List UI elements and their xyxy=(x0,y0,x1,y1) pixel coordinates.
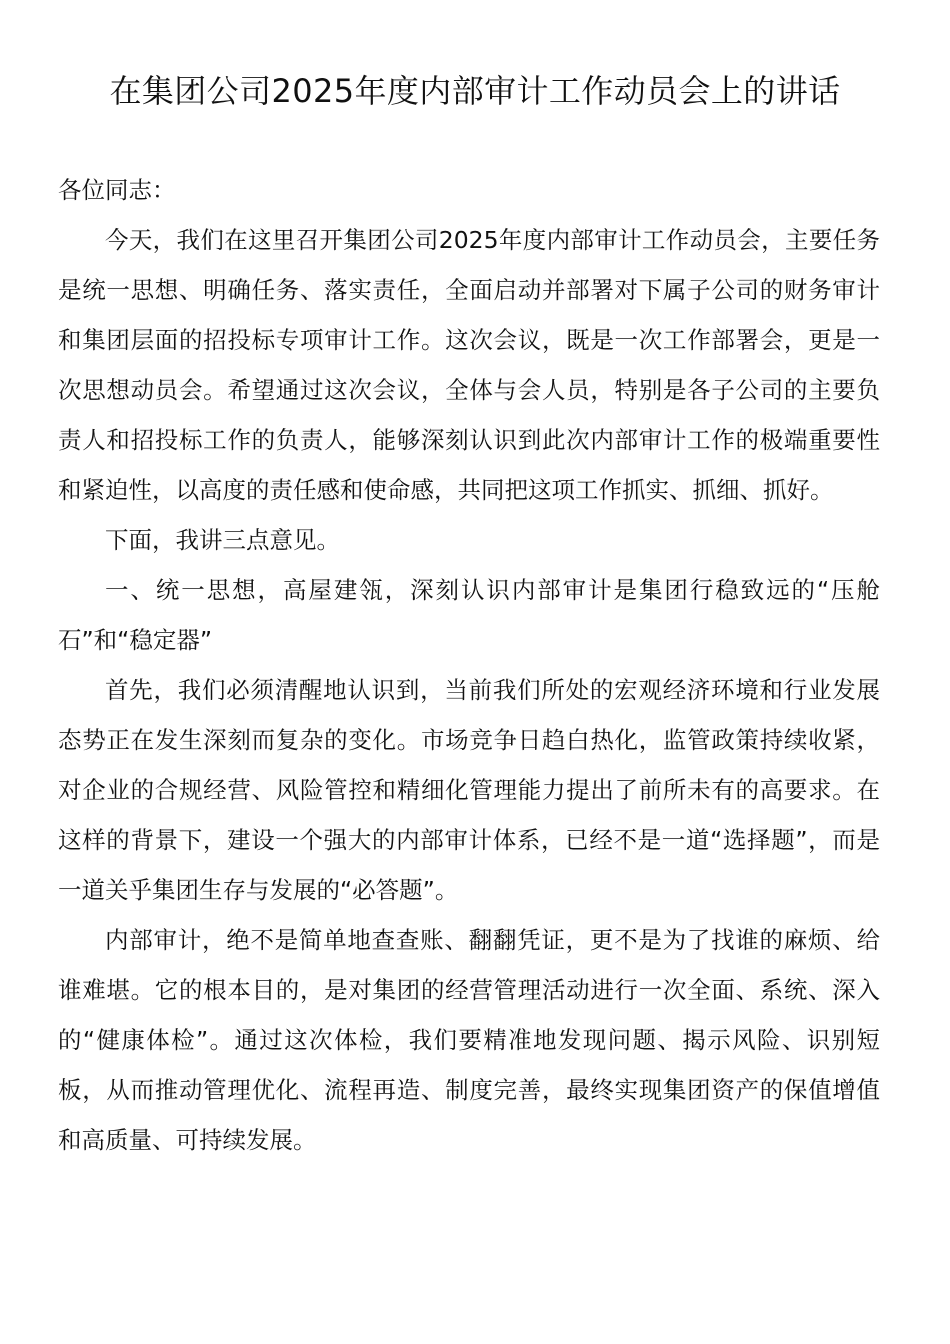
document-title: 在集团公司2025年度内部审计工作动员会上的讲话 xyxy=(109,72,841,110)
paragraph-transition: 下面，我讲三点意见。 xyxy=(105,526,340,554)
section-heading-1: 一、统一思想，高屋建瓴，深刻认识内部审计是集团行稳致远的“压舱石”和“稳定器” xyxy=(58,576,880,654)
document-body xyxy=(58,165,880,1165)
paragraph-context: 首先，我们必须清醒地认识到，当前我们所处的宏观经济环境和行业发展态势正在发生深刻而复杂的变化。市场竞争日趋白热化，监管政策持续收紧，对企业的合规经营、风险管控和精细化管理能力提出了前所未有的高要求。在这样的背景下，建设一个强大的内部审计体系，已经不是一道“选择题”，而是一道关乎集团生存与发展的“必答题”。 xyxy=(58,676,880,904)
paragraph-audit-purpose: 内部审计，绝不是简单地查查账、翻翻凭证，更不是为了找谁的麻烦、给谁难堪。它的根本目的，是对集团的经营管理活动进行一次全面、系统、深入的“健康体检”。通过这次体检，我们要精准地发现问题、揭示风险、识别短板，从而推动管理优化、流程再造、制度完善，最终实现集团资产的保值增值和高质量、可持续发展。 xyxy=(58,926,880,1154)
salutation: 各位同志： xyxy=(58,176,176,204)
paragraph-opening: 今天，我们在这里召开集团公司2025年度内部审计工作动员会，主要任务是统一思想、明确任务、落实责任，全面启动并部署对下属子公司的财务审计和集团层面的招投标专项审计工作。这次会议，既是一次工作部署会，更是一次思想动员会。希望通过这次会议，全体与会人员，特别是各子公司的主要负责人和招投标工作的负责人，能够深刻认识到此次内部审计工作的极端重要性和紧迫性，以高度的责任感和使命感，共同把这项工作抓实、抓细、抓好。 xyxy=(58,226,880,504)
